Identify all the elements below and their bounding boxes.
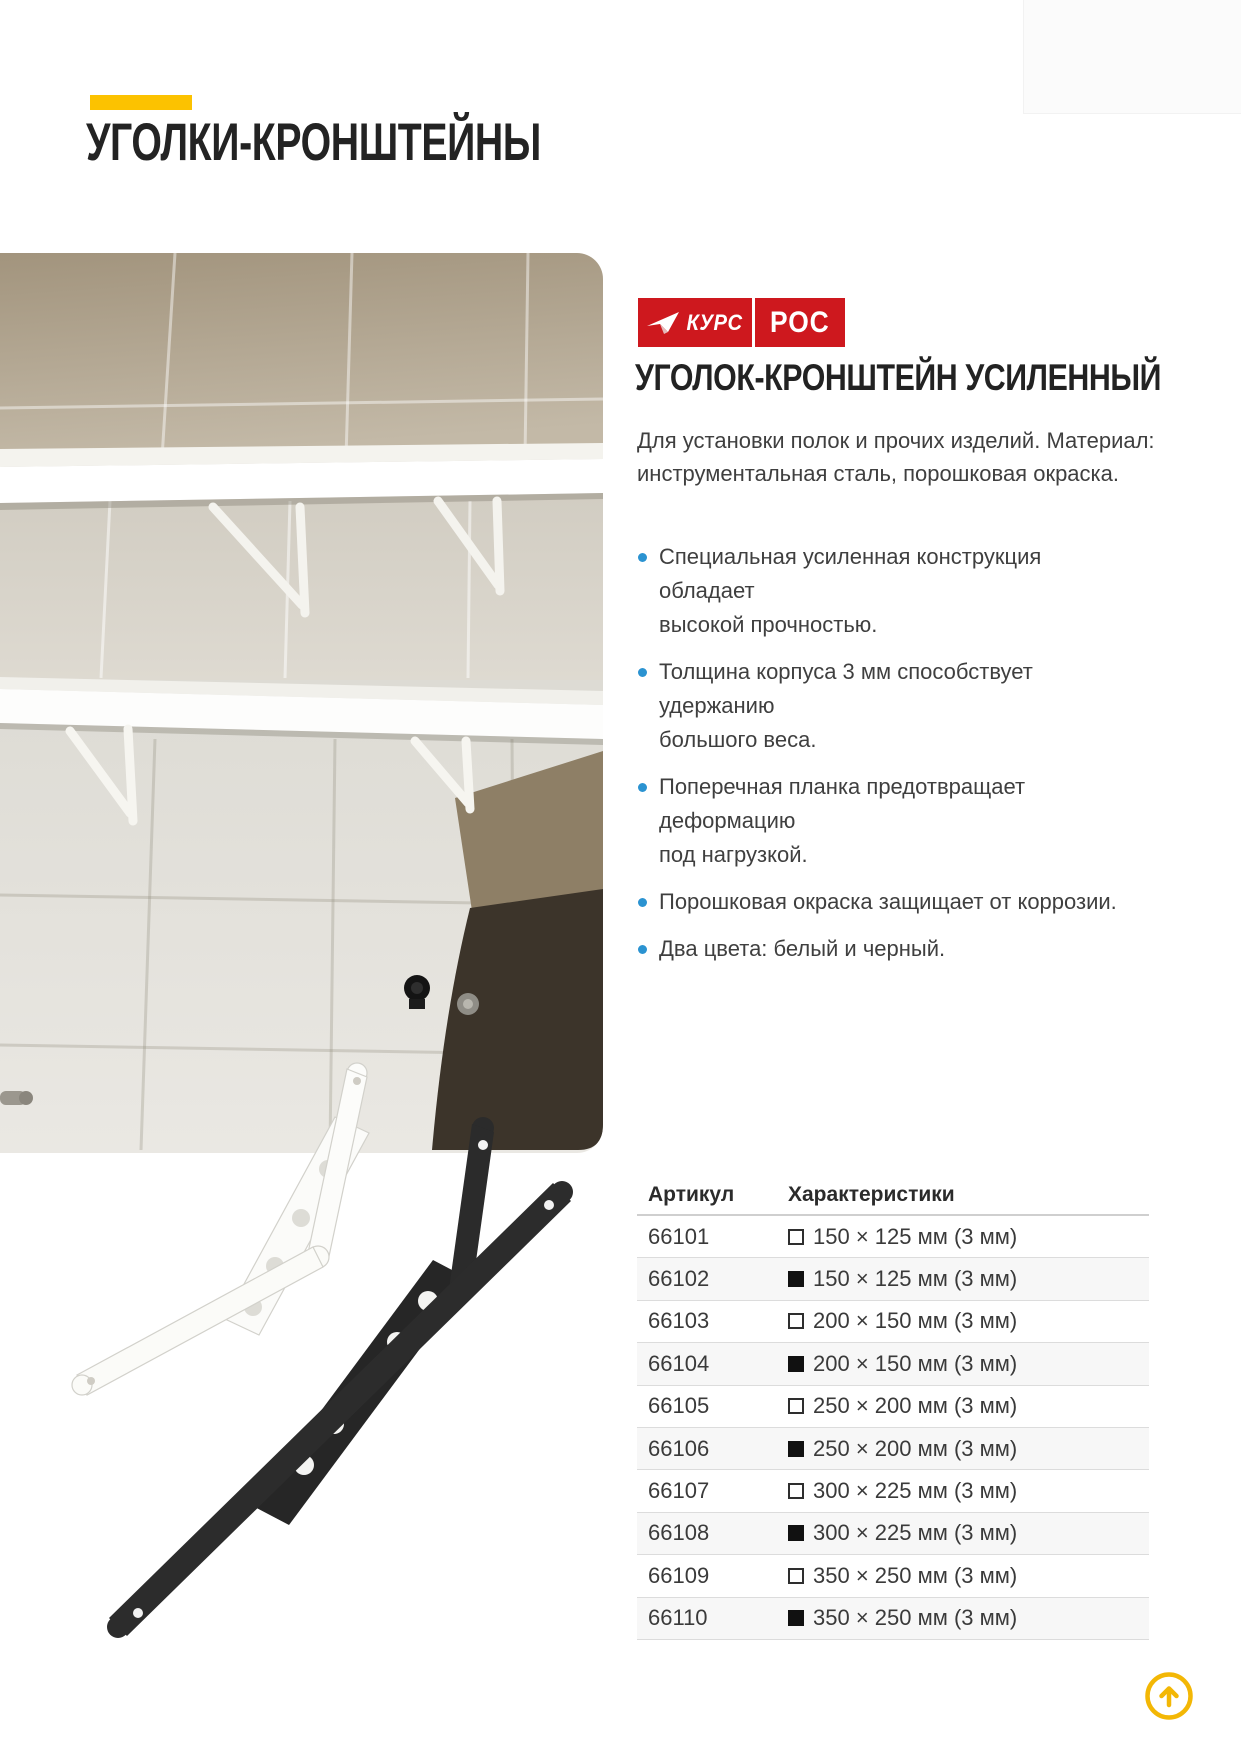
row-spec	[788, 1436, 1149, 1462]
row-spec	[788, 1224, 1149, 1250]
feature-item	[637, 932, 1137, 966]
feature-item	[637, 540, 1137, 642]
feature-text	[659, 885, 1137, 919]
feature-line: большого веса.	[659, 727, 817, 752]
bullet-dot-icon	[638, 945, 647, 954]
spec-table-header	[637, 1183, 1149, 1216]
product-photo	[0, 253, 603, 1153]
brand-logos	[638, 298, 845, 347]
wall-fitting-icon	[457, 993, 479, 1015]
feature-line: Порошковая окраска защищает от коррозии.	[659, 889, 1117, 914]
spec-table-body	[637, 1216, 1149, 1640]
row-sku: 66109	[648, 1562, 710, 1588]
row-spec-text: 350 × 250 мм (3 мм)	[813, 1605, 1018, 1631]
feature-line: Два цвета: белый и черный.	[659, 936, 946, 961]
white-bracket-image	[72, 1063, 369, 1395]
bullet-dot-icon	[638, 668, 647, 677]
description-line: инструментальная сталь, порошковая окраска.	[637, 461, 1119, 486]
row-spec-text: 200 × 150 мм (3 мм)	[813, 1350, 1018, 1376]
black-square-icon	[788, 1525, 804, 1541]
row-spec-text: 150 × 125 мм (3 мм)	[813, 1266, 1018, 1292]
kurs-logo	[638, 298, 752, 347]
page-title	[86, 112, 701, 174]
table-row	[637, 1258, 1149, 1300]
table-row	[637, 1301, 1149, 1343]
table-row	[637, 1598, 1149, 1640]
paper-plane-icon	[646, 310, 680, 336]
shelf-upper	[0, 443, 603, 510]
white-square-icon	[788, 1313, 804, 1329]
row-sku: 66105	[648, 1393, 710, 1419]
ros-logo-text: РОС	[770, 305, 830, 339]
white-square-icon	[788, 1229, 804, 1245]
bullet-dot-icon	[638, 898, 647, 907]
row-spec	[788, 1563, 1149, 1589]
row-spec	[788, 1520, 1149, 1546]
feature-text	[659, 655, 1137, 757]
scroll-top-button[interactable]	[1144, 1671, 1194, 1721]
row-spec-text: 250 × 200 мм (3 мм)	[813, 1393, 1018, 1419]
header-spec: Характеристики	[788, 1183, 955, 1206]
row-spec-text: 150 × 125 мм (3 мм)	[813, 1223, 1018, 1249]
feature-text	[659, 540, 1137, 642]
row-sku: 66110	[648, 1605, 708, 1631]
kurs-logo-text: КУРС	[685, 309, 743, 335]
white-square-icon	[788, 1398, 804, 1414]
product-name	[635, 356, 1241, 400]
wall-pipe-icon	[0, 1091, 33, 1105]
row-sku: 66107	[648, 1478, 710, 1504]
page-corner-artifact	[1023, 0, 1241, 114]
black-square-icon	[788, 1610, 804, 1626]
row-sku: 66102	[648, 1266, 710, 1292]
product-image-brackets	[60, 1035, 605, 1660]
feature-line: высокой прочностью.	[659, 612, 878, 637]
up-arrow-icon	[1144, 1671, 1194, 1721]
product-description	[637, 424, 1167, 490]
feature-line: Толщина корпуса 3 мм способствует удержанию	[659, 659, 1033, 718]
row-sku: 66104	[648, 1350, 710, 1376]
row-spec	[788, 1478, 1149, 1504]
row-spec-text: 300 × 225 мм (3 мм)	[813, 1520, 1018, 1546]
row-spec-text: 250 × 200 мм (3 мм)	[813, 1435, 1018, 1461]
header-sku: Артикул	[648, 1183, 735, 1206]
table-row	[637, 1428, 1149, 1470]
bullet-dot-icon	[638, 553, 647, 562]
feature-line: под нагрузкой.	[659, 842, 808, 867]
spec-table	[637, 1183, 1149, 1640]
product-name-text: УГОЛОК-КРОНШТЕЙН УСИЛЕННЫЙ	[635, 357, 1162, 398]
white-square-icon	[788, 1483, 804, 1499]
row-spec	[788, 1308, 1149, 1334]
table-row	[637, 1513, 1149, 1555]
page-title-text: УГОЛКИ-КРОНШТЕЙНЫ	[86, 113, 541, 172]
row-spec	[788, 1393, 1149, 1419]
row-spec	[788, 1351, 1149, 1377]
row-sku: 66106	[648, 1435, 710, 1461]
table-row	[637, 1386, 1149, 1428]
feature-item	[637, 655, 1137, 757]
feature-list	[637, 540, 1137, 979]
feature-text	[659, 770, 1137, 872]
table-row	[637, 1343, 1149, 1385]
bullet-dot-icon	[638, 783, 647, 792]
feature-text	[659, 932, 1137, 966]
description-line: Для установки полок и прочих изделий. Материал:	[637, 428, 1155, 453]
table-row	[637, 1555, 1149, 1597]
ros-logo	[755, 298, 845, 347]
row-spec-text: 200 × 150 мм (3 мм)	[813, 1308, 1018, 1334]
table-row	[637, 1470, 1149, 1512]
black-square-icon	[788, 1271, 804, 1287]
row-sku: 66108	[648, 1520, 710, 1546]
row-spec	[788, 1605, 1149, 1631]
photo-scene	[0, 253, 603, 1153]
row-spec-text: 350 × 250 мм (3 мм)	[813, 1562, 1018, 1588]
accent-bar	[90, 95, 192, 110]
row-sku: 66101	[648, 1223, 710, 1249]
feature-line: Специальная усиленная конструкция обладает	[659, 544, 1042, 603]
feature-item	[637, 885, 1137, 919]
black-square-icon	[788, 1441, 804, 1457]
white-square-icon	[788, 1568, 804, 1584]
row-spec-text: 300 × 225 мм (3 мм)	[813, 1478, 1018, 1504]
black-square-icon	[788, 1356, 804, 1372]
row-sku: 66103	[648, 1308, 710, 1334]
row-spec	[788, 1266, 1149, 1292]
feature-line: Поперечная планка предотвращает деформацию	[659, 774, 1026, 833]
table-row	[637, 1216, 1149, 1258]
feature-item	[637, 770, 1137, 872]
